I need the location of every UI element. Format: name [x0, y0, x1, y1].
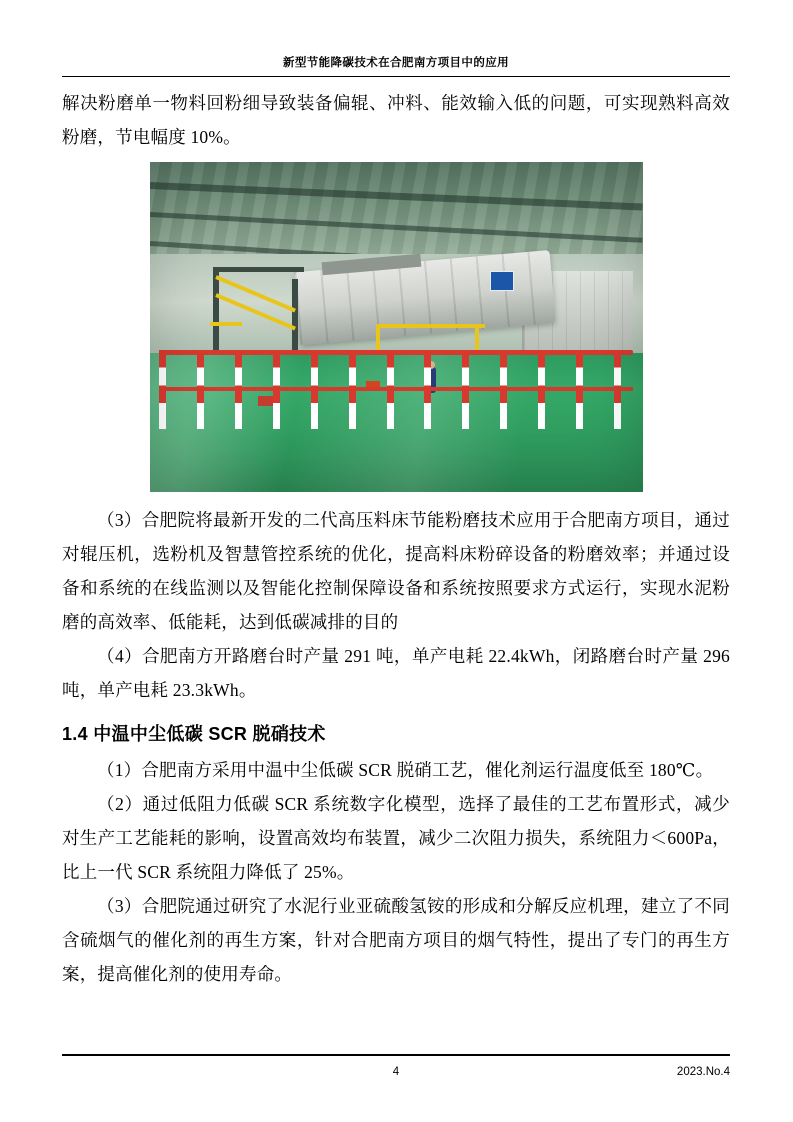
paragraph-4: （4）合肥南方开路磨台时产量 291 吨，单产电耗 22.4kWh，闭路磨台时产量 296 吨，单产电耗 23.3kWh。 [62, 646, 730, 700]
fence-post [159, 350, 166, 429]
page-content [62, 0, 730, 1122]
issue-label: 2023.No.4 [676, 1066, 730, 1078]
stair-handrail [215, 275, 296, 312]
body-area [62, 86, 730, 991]
page-footer [62, 1066, 730, 1086]
fence-post [500, 350, 507, 429]
stair-column [213, 267, 219, 360]
workshop-photo [150, 162, 643, 492]
platform-rail [376, 324, 484, 328]
header-title: 新型节能降碳技术在合肥南方项目中的应用 [282, 57, 510, 69]
figure-block [62, 162, 730, 497]
stair-structure [204, 261, 352, 360]
section-heading-1-4: 1.4 中温中尘低碳 SCR 脱硝技术 [62, 724, 326, 744]
stair-column [292, 279, 298, 360]
page-number: 4 [392, 1066, 400, 1078]
fence-post [349, 350, 356, 429]
fence-mid-bar [159, 387, 632, 391]
fence-post [424, 350, 431, 429]
fence-post [197, 350, 204, 429]
fence-post [235, 350, 242, 429]
fence-post [614, 350, 621, 429]
paragraph-scr-1: （1）合肥南方采用中温中尘低碳 SCR 脱硝工艺，催化剂运行温度低至 180℃。 [97, 760, 714, 780]
fence-top-bar [159, 350, 632, 355]
paragraph-scr-3: （3）合肥院通过研究了水泥行业亚硫酸氢铵的形成和分解反应机理，建立了不同含硫烟气的催化剂的再生方案，针对合肥南方项目的烟气特性，提出了专门的再生方案，提高催化剂的使用寿命。 [62, 896, 730, 984]
fence-post [311, 350, 318, 429]
fence-post [273, 350, 280, 429]
paragraph-3: （3）合肥院将最新开发的二代高压料床节能粉磨技术应用于合肥南方项目，通过对辊压机，选粉机及智慧管控系统的优化，提高料床粉碎设备的粉磨效率；并通过设备和系统的在线监测以及智能化控制保障设备和系统按照要求方式运行，实现水泥粉磨的高效率、低能耗，达到低碳减排的目的 [62, 510, 730, 632]
platform-rail [210, 322, 243, 326]
safety-fence [159, 350, 632, 429]
header-divider [62, 76, 730, 77]
wall-sign-icon [490, 271, 514, 291]
footer-divider [62, 1054, 730, 1056]
fence-post [387, 350, 394, 429]
paragraph-top: 解决粉磨单一物料回粉细导致装备偏辊、冲料、能效输入低的问题，可实现熟料高效粉磨，节电幅度 10%。 [62, 93, 730, 147]
stair-top-rail [213, 267, 305, 272]
fence-post [538, 350, 545, 429]
fence-post [576, 350, 583, 429]
paragraph-scr-2: （2）通过低阻力低碳 SCR 系统数字化模型，选择了最佳的工艺布置形式，减少对生产工艺能耗的影响，设置高效均布装置，减少二次阻力损失，系统阻力＜600Pa，比上一代 SCR 系统阻力降低了 25%。 [62, 794, 730, 882]
fence-post [462, 350, 469, 429]
page-header [62, 56, 730, 70]
